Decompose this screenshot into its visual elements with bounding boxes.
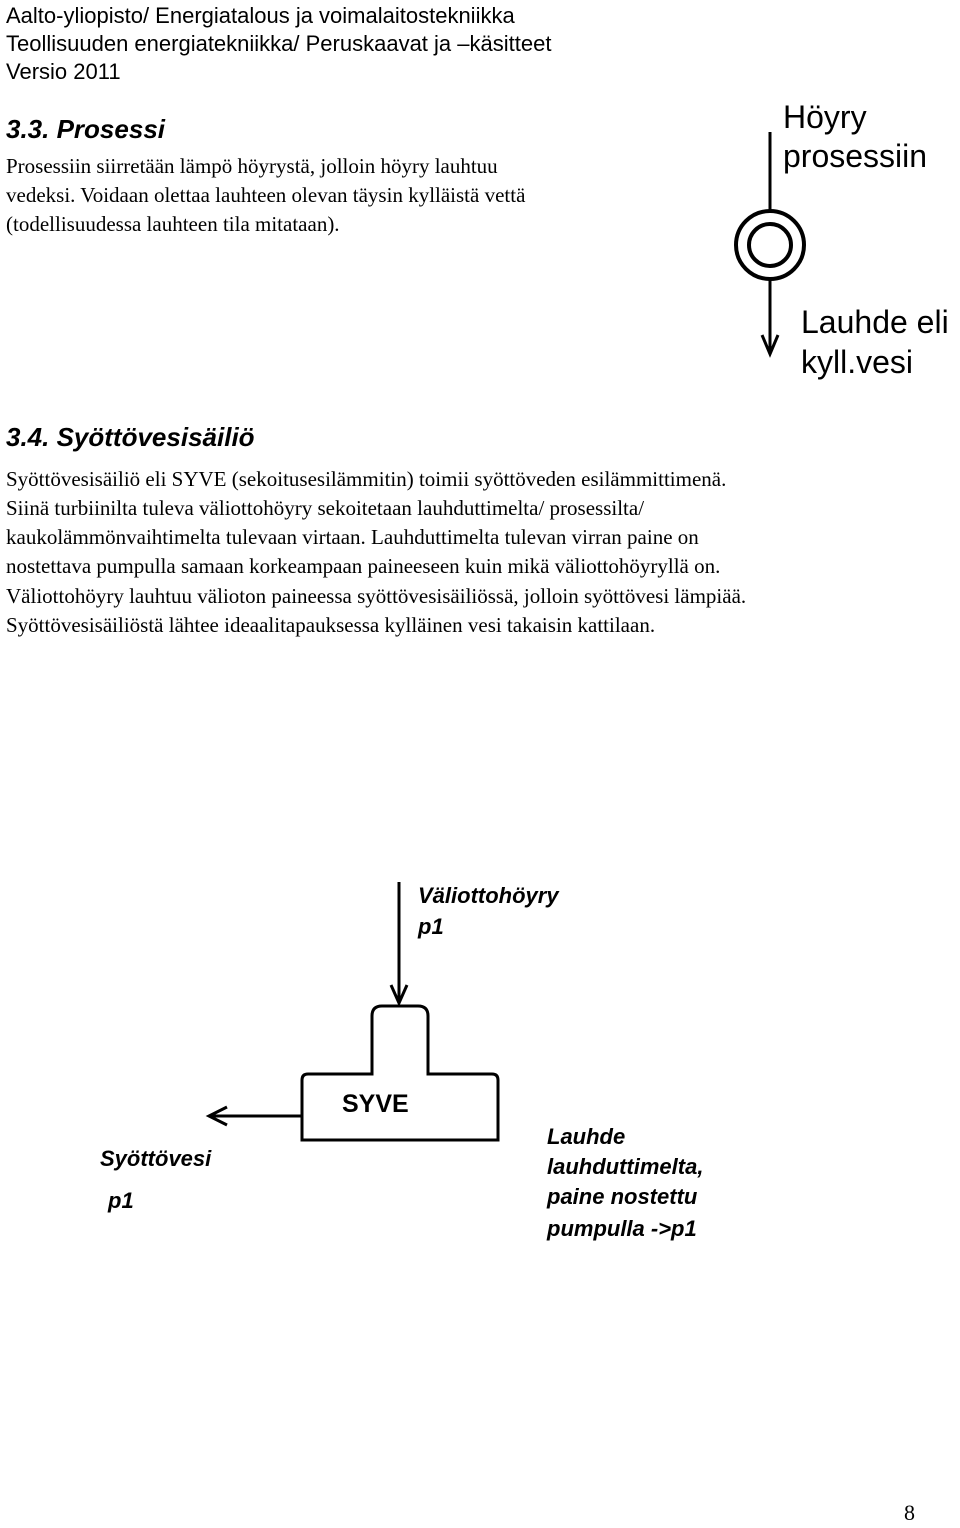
section-3-3-line-2: vedeksi. Voidaan olettaa lauhteen olevan täysin kylläistä vettä bbox=[6, 183, 526, 207]
section-3-4-line-2: Siinä turbiinilta tuleva väliottohöyry sekoitetaan lauhduttimelta/ prosessilta/ bbox=[6, 496, 645, 520]
section-3-4-line-6: Syöttövesisäiliöstä lähtee ideaalitapauksessa kylläinen vesi takaisin kattilaan. bbox=[6, 613, 656, 637]
label-prosessiin: prosessiin bbox=[783, 138, 928, 174]
section-3-3-line-3: (todellisuudessa lauhteen tila mitataan). bbox=[6, 212, 340, 236]
syve-tank-outline bbox=[302, 1006, 498, 1140]
label-valiottohoyry: Väliottohöyry bbox=[418, 883, 559, 908]
label-pumpulla-p1: pumpulla ->p1 bbox=[547, 1216, 697, 1241]
header-line-3: Versio 2011 bbox=[6, 59, 121, 84]
page-number: 8 bbox=[904, 1500, 915, 1525]
header-line-1: Aalto-yliopisto/ Energiatalous ja voimalaitostekniikka bbox=[6, 3, 515, 28]
section-3-4-line-4: nostettava pumpulla samaan korkeampaan paineeseen kuin mikä väliottohöyryllä on. bbox=[6, 554, 721, 578]
section-3-4-line-1: Syöttövesisäiliö eli SYVE (sekoitusesilämmitin) toimii syöttöveden esilämmittimenä. bbox=[6, 467, 727, 491]
section-3-4-line-5: Väliottohöyry lauhtuu välioton paineessa syöttövesisäiliössä, jolloin syöttövesi lämpiää. bbox=[6, 584, 747, 608]
section-3-3-heading: 3.3. Prosessi bbox=[6, 114, 165, 144]
section-3-4-heading: 3.4. Syöttövesisäiliö bbox=[6, 422, 255, 452]
label-lauhde-eli: Lauhde eli bbox=[801, 304, 949, 340]
section-3-4-line-3: kaukolämmönvaihtimelta tulevaan virtaan. Lauhduttimelta tulevan virran paine on bbox=[6, 525, 699, 549]
label-hoyry: Höyry bbox=[783, 99, 867, 135]
header-line-2: Teollisuuden energiatekniikka/ Peruskaavat ja –käsitteet bbox=[6, 31, 552, 56]
label-kyll-vesi: kyll.vesi bbox=[801, 344, 914, 380]
label-steam-p1: p1 bbox=[418, 914, 444, 939]
label-paine-nostettu: paine nostettu bbox=[547, 1184, 698, 1209]
label-lauhde: Lauhde bbox=[547, 1124, 626, 1149]
label-feed-p1: p1 bbox=[108, 1188, 134, 1213]
section-3-3-line-1: Prosessiin siirretään lämpö höyrystä, jolloin höyry lauhtuu bbox=[6, 154, 498, 178]
syve-label: SYVE bbox=[342, 1090, 409, 1118]
label-lauhduttimelta: lauhduttimelta, bbox=[547, 1154, 704, 1179]
label-syottovesi: Syöttövesi bbox=[100, 1146, 212, 1171]
